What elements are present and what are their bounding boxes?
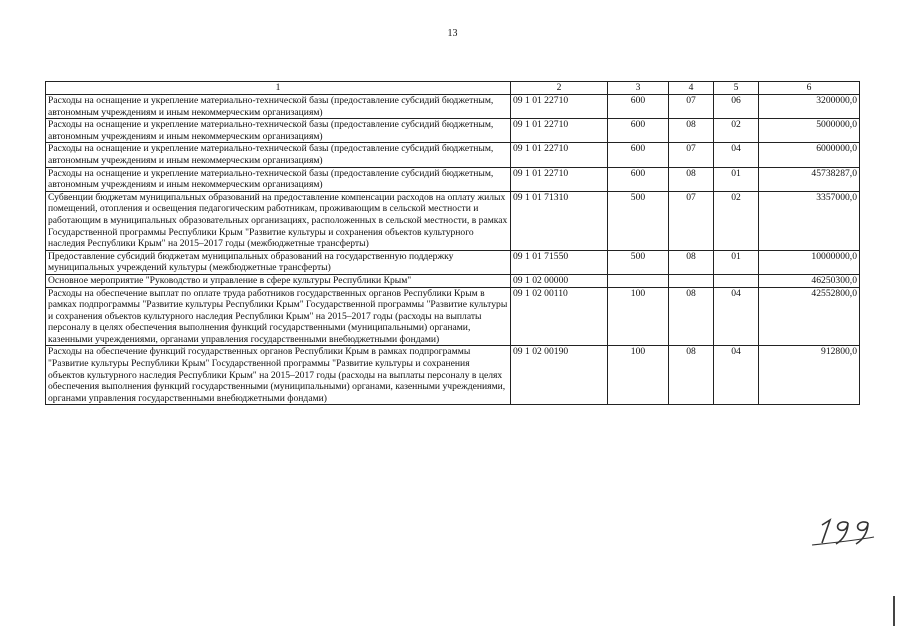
subsection-cell: 04 <box>714 287 759 346</box>
table-row <box>46 119 860 143</box>
table-row <box>46 346 860 405</box>
target-code-cell: 09 1 02 00110 <box>511 287 608 346</box>
header-cell: 4 <box>669 82 714 95</box>
target-code-cell: 09 1 01 22710 <box>511 167 608 191</box>
table-row <box>46 95 860 119</box>
page-number: 13 <box>447 28 458 39</box>
budget-table <box>45 81 860 405</box>
expense-type-cell: 100 <box>608 346 669 405</box>
table-row <box>46 191 860 250</box>
table-row <box>46 143 860 167</box>
expense-name-cell: Расходы на оснащение и укрепление материально-технической базы (предоставление субсидий бюджетным, автономным учреждениям и иным некоммерческим организациям) <box>46 95 511 119</box>
target-code-cell: 09 1 01 71310 <box>511 191 608 250</box>
section-cell: 07 <box>669 143 714 167</box>
table-row <box>46 250 860 274</box>
subsection-cell: 04 <box>714 346 759 405</box>
subsection-cell: 06 <box>714 95 759 119</box>
expense-name-cell: Расходы на оснащение и укрепление материально-технической базы (предоставление субсидий бюджетным, автономным учреждениям и иным некоммерческим организациям) <box>46 167 511 191</box>
section-cell: 08 <box>669 250 714 274</box>
section-cell: 08 <box>669 346 714 405</box>
expense-name-cell: Расходы на обеспечение выплат по оплате труда работников государственных органов Республики Крым в рамках подпрограммы "Развитие культуры Республики Крым" Государственной программы "Развитие культуры и сохранения объектов культурного наследия Республики Крым" на 2015–2017 годы (расходы на выплаты персоналу в целях обеспечения выполнения функций государственными (муниципальными) органами, казенными учреждениями, органами управления государственными внебюджетными фондами) <box>46 287 511 346</box>
table-row <box>46 287 860 346</box>
section-cell: 08 <box>669 287 714 346</box>
subsection-cell: 01 <box>714 167 759 191</box>
section-cell: 07 <box>669 95 714 119</box>
expense-name-cell: Предоставление субсидий бюджетам муниципальных образований на государственную поддержку муниципальных учреждений культуры (межбюджетные трансферты) <box>46 250 511 274</box>
amount-cell: 5000000,0 <box>759 119 860 143</box>
amount-cell: 912800,0 <box>759 346 860 405</box>
header-cell: 2 <box>511 82 608 95</box>
subsection-cell <box>714 274 759 287</box>
expense-type-cell: 600 <box>608 95 669 119</box>
section-cell <box>669 274 714 287</box>
expense-type-cell: 100 <box>608 287 669 346</box>
target-code-cell: 09 1 01 22710 <box>511 143 608 167</box>
amount-cell: 46250300,0 <box>759 274 860 287</box>
header-cell: 1 <box>46 82 511 95</box>
expense-type-cell: 500 <box>608 250 669 274</box>
expense-type-cell: 600 <box>608 167 669 191</box>
target-code-cell: 09 1 02 00000 <box>511 274 608 287</box>
expense-type-cell: 600 <box>608 143 669 167</box>
expense-type-cell <box>608 274 669 287</box>
expense-name-cell: Субвенции бюджетам муниципальных образований на предоставление компенсации расходов на оплату жилых помещений, отопления и освещения педагогическим работникам, проживающим в сельской местности и работающим в муниципальных образовательных организациях, расположенных в сельской местности, в рамках Государственной программы Республики Крым "Развитие культуры и сохранения объектов культурного наследия Республики Крым" на 2015–2017 годы (межбюджетные трансферты) <box>46 191 511 250</box>
expense-name-cell: Расходы на обеспечение функций государственных органов Республики Крым в рамках подпрограммы "Развитие культуры Республики Крым" Государственной программы "Развитие культуры и сохранения объектов культурного наследия Республики Крым" на 2015–2017 годы (расходы на выплаты персоналу в целях обеспечения выполнения функций государственными (муниципальными) органами, казенными учреждениями, органами управления государственными внебюджетными фондами) <box>46 346 511 405</box>
amount-cell: 3200000,0 <box>759 95 860 119</box>
table-row <box>46 167 860 191</box>
expense-type-cell: 500 <box>608 191 669 250</box>
section-cell: 08 <box>669 119 714 143</box>
section-cell: 08 <box>669 167 714 191</box>
subsection-cell: 02 <box>714 191 759 250</box>
amount-cell: 45738287,0 <box>759 167 860 191</box>
expense-name-cell: Основное мероприятие "Руководство и управление в сфере культуры Республики Крым" <box>46 274 511 287</box>
target-code-cell: 09 1 01 22710 <box>511 95 608 119</box>
target-code-cell: 09 1 02 00190 <box>511 346 608 405</box>
amount-cell: 42552800,0 <box>759 287 860 346</box>
expense-type-cell: 600 <box>608 119 669 143</box>
header-cell: 5 <box>714 82 759 95</box>
subsection-cell: 04 <box>714 143 759 167</box>
target-code-cell: 09 1 01 71550 <box>511 250 608 274</box>
handwritten-sheet-number <box>808 517 878 547</box>
amount-cell: 3357000,0 <box>759 191 860 250</box>
amount-cell: 6000000,0 <box>759 143 860 167</box>
section-cell: 07 <box>669 191 714 250</box>
expense-name-cell: Расходы на оснащение и укрепление материально-технической базы (предоставление субсидий бюджетным, автономным учреждениям и иным некоммерческим организациям) <box>46 119 511 143</box>
subsection-cell: 01 <box>714 250 759 274</box>
margin-mark <box>893 596 895 626</box>
header-cell: 3 <box>608 82 669 95</box>
target-code-cell: 09 1 01 22710 <box>511 119 608 143</box>
amount-cell: 10000000,0 <box>759 250 860 274</box>
subsection-cell: 02 <box>714 119 759 143</box>
header-cell: 6 <box>759 82 860 95</box>
expense-name-cell: Расходы на оснащение и укрепление материально-технической базы (предоставление субсидий бюджетным, автономным учреждениям и иным некоммерческим организациям) <box>46 143 511 167</box>
table-header-row <box>46 82 860 95</box>
table-row <box>46 274 860 287</box>
